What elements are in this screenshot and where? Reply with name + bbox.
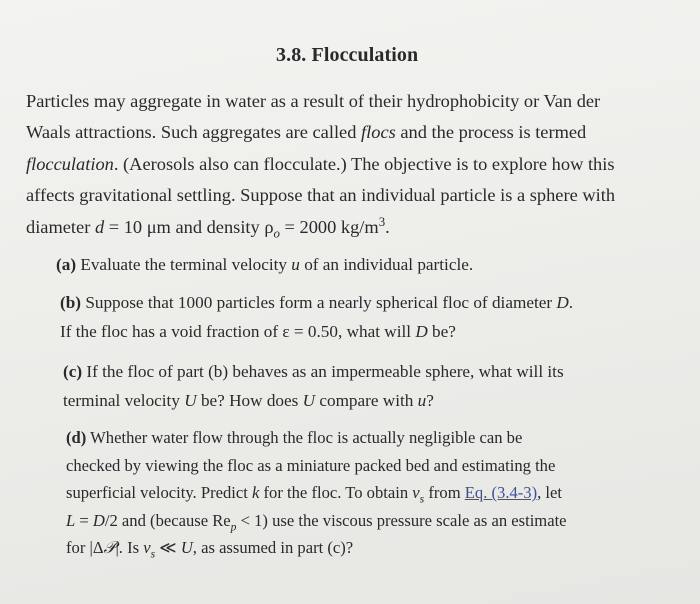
text: .: [568, 293, 574, 312]
var: u: [417, 390, 427, 410]
intro-line: [26, 86, 676, 117]
var: L: [66, 510, 76, 530]
text: /2 and (because Re: [104, 510, 231, 530]
text: Evaluate the terminal velocity: [76, 255, 292, 274]
part-line: [63, 387, 564, 416]
var-d: d: [94, 216, 105, 237]
text: ?: [426, 390, 434, 410]
part-line: [63, 358, 564, 387]
term-flocs: flocs: [361, 122, 396, 143]
equation-link[interactable]: Eq. (3.4-3): [464, 483, 538, 503]
var: 𝒫: [103, 538, 116, 558]
text: affects gravitational settling. Suppose that an individual particle is a sphere with: [26, 185, 616, 206]
text: checked by viewing the floc as a miniature packed bed and estimating the: [66, 455, 556, 475]
text: If the floc has a void fraction of ε = 0.50, what will: [60, 321, 416, 341]
var: k: [252, 483, 260, 503]
text: .: [385, 216, 390, 237]
part-label: (a): [56, 255, 77, 274]
intro-line: [26, 117, 676, 148]
var: u: [291, 255, 300, 274]
part-label: (b): [60, 293, 82, 312]
text: = 10 μm and density ρ: [104, 216, 274, 237]
var: v: [143, 538, 151, 558]
text: =: [75, 510, 93, 530]
part-line: [56, 251, 473, 280]
text: be?: [427, 321, 456, 341]
text: compare with: [315, 390, 418, 410]
var: v: [412, 483, 420, 503]
text: from: [424, 483, 465, 503]
var: D: [556, 293, 569, 312]
subscript: s: [150, 547, 156, 561]
text: Waals attractions. Such aggregates are called: [26, 122, 362, 143]
text: |. Is: [115, 538, 144, 558]
text: Particles may aggregate in water as a result of their hydrophobicity or Van der: [26, 91, 601, 111]
part-label: (d): [66, 428, 87, 447]
superscript: 3: [378, 214, 386, 229]
text: diameter: [26, 216, 95, 237]
text: ≪: [155, 538, 181, 558]
text: . (Aerosols also can flocculate.) The objective is to explore how this: [113, 153, 615, 174]
text: terminal velocity: [63, 390, 185, 410]
text: for |Δ: [66, 538, 104, 558]
intro-line: [26, 212, 676, 243]
part-b: [60, 289, 573, 346]
intro-line: [26, 149, 676, 180]
text: superficial velocity. Predict: [66, 483, 252, 503]
text: be? How does: [196, 390, 303, 410]
part-c: [63, 358, 564, 415]
part-line: [66, 424, 567, 452]
part-line: [60, 318, 573, 347]
text: Suppose that 1000 particles form a nearly spherical floc of diameter: [81, 293, 557, 312]
part-d: [66, 424, 567, 562]
part-label: (c): [63, 362, 83, 381]
part-line: [66, 452, 567, 480]
text: , let: [537, 483, 563, 503]
text: < 1) use the viscous pressure scale as an estimate: [236, 510, 567, 530]
text: of an individual particle.: [299, 255, 474, 274]
subscript: p: [230, 520, 237, 534]
var: U: [302, 390, 316, 410]
subscript: s: [419, 492, 425, 506]
intro-line: [26, 180, 676, 211]
part-line: [66, 479, 567, 507]
var: D: [92, 510, 105, 530]
section-title: 3.8. Flocculation: [276, 44, 419, 66]
part-line: [66, 534, 567, 562]
part-line: [60, 289, 573, 318]
subscript: o: [273, 226, 280, 241]
text: Whether water flow through the floc is actually negligible can be: [86, 428, 523, 447]
text: for the floc. To obtain: [259, 483, 413, 503]
var: D: [415, 321, 428, 341]
part-line: [66, 507, 567, 535]
var: U: [180, 538, 193, 558]
text: and the process is termed: [395, 122, 587, 143]
text: = 2000 kg/m: [279, 216, 379, 237]
text: , as assumed in part (c)?: [192, 538, 354, 558]
term-flocculation: flocculation: [26, 153, 114, 174]
intro-paragraph: [26, 86, 676, 243]
part-a: [56, 251, 473, 280]
text: If the floc of part (b) behaves as an impermeable sphere, what will its: [82, 362, 564, 381]
var: U: [184, 390, 197, 410]
